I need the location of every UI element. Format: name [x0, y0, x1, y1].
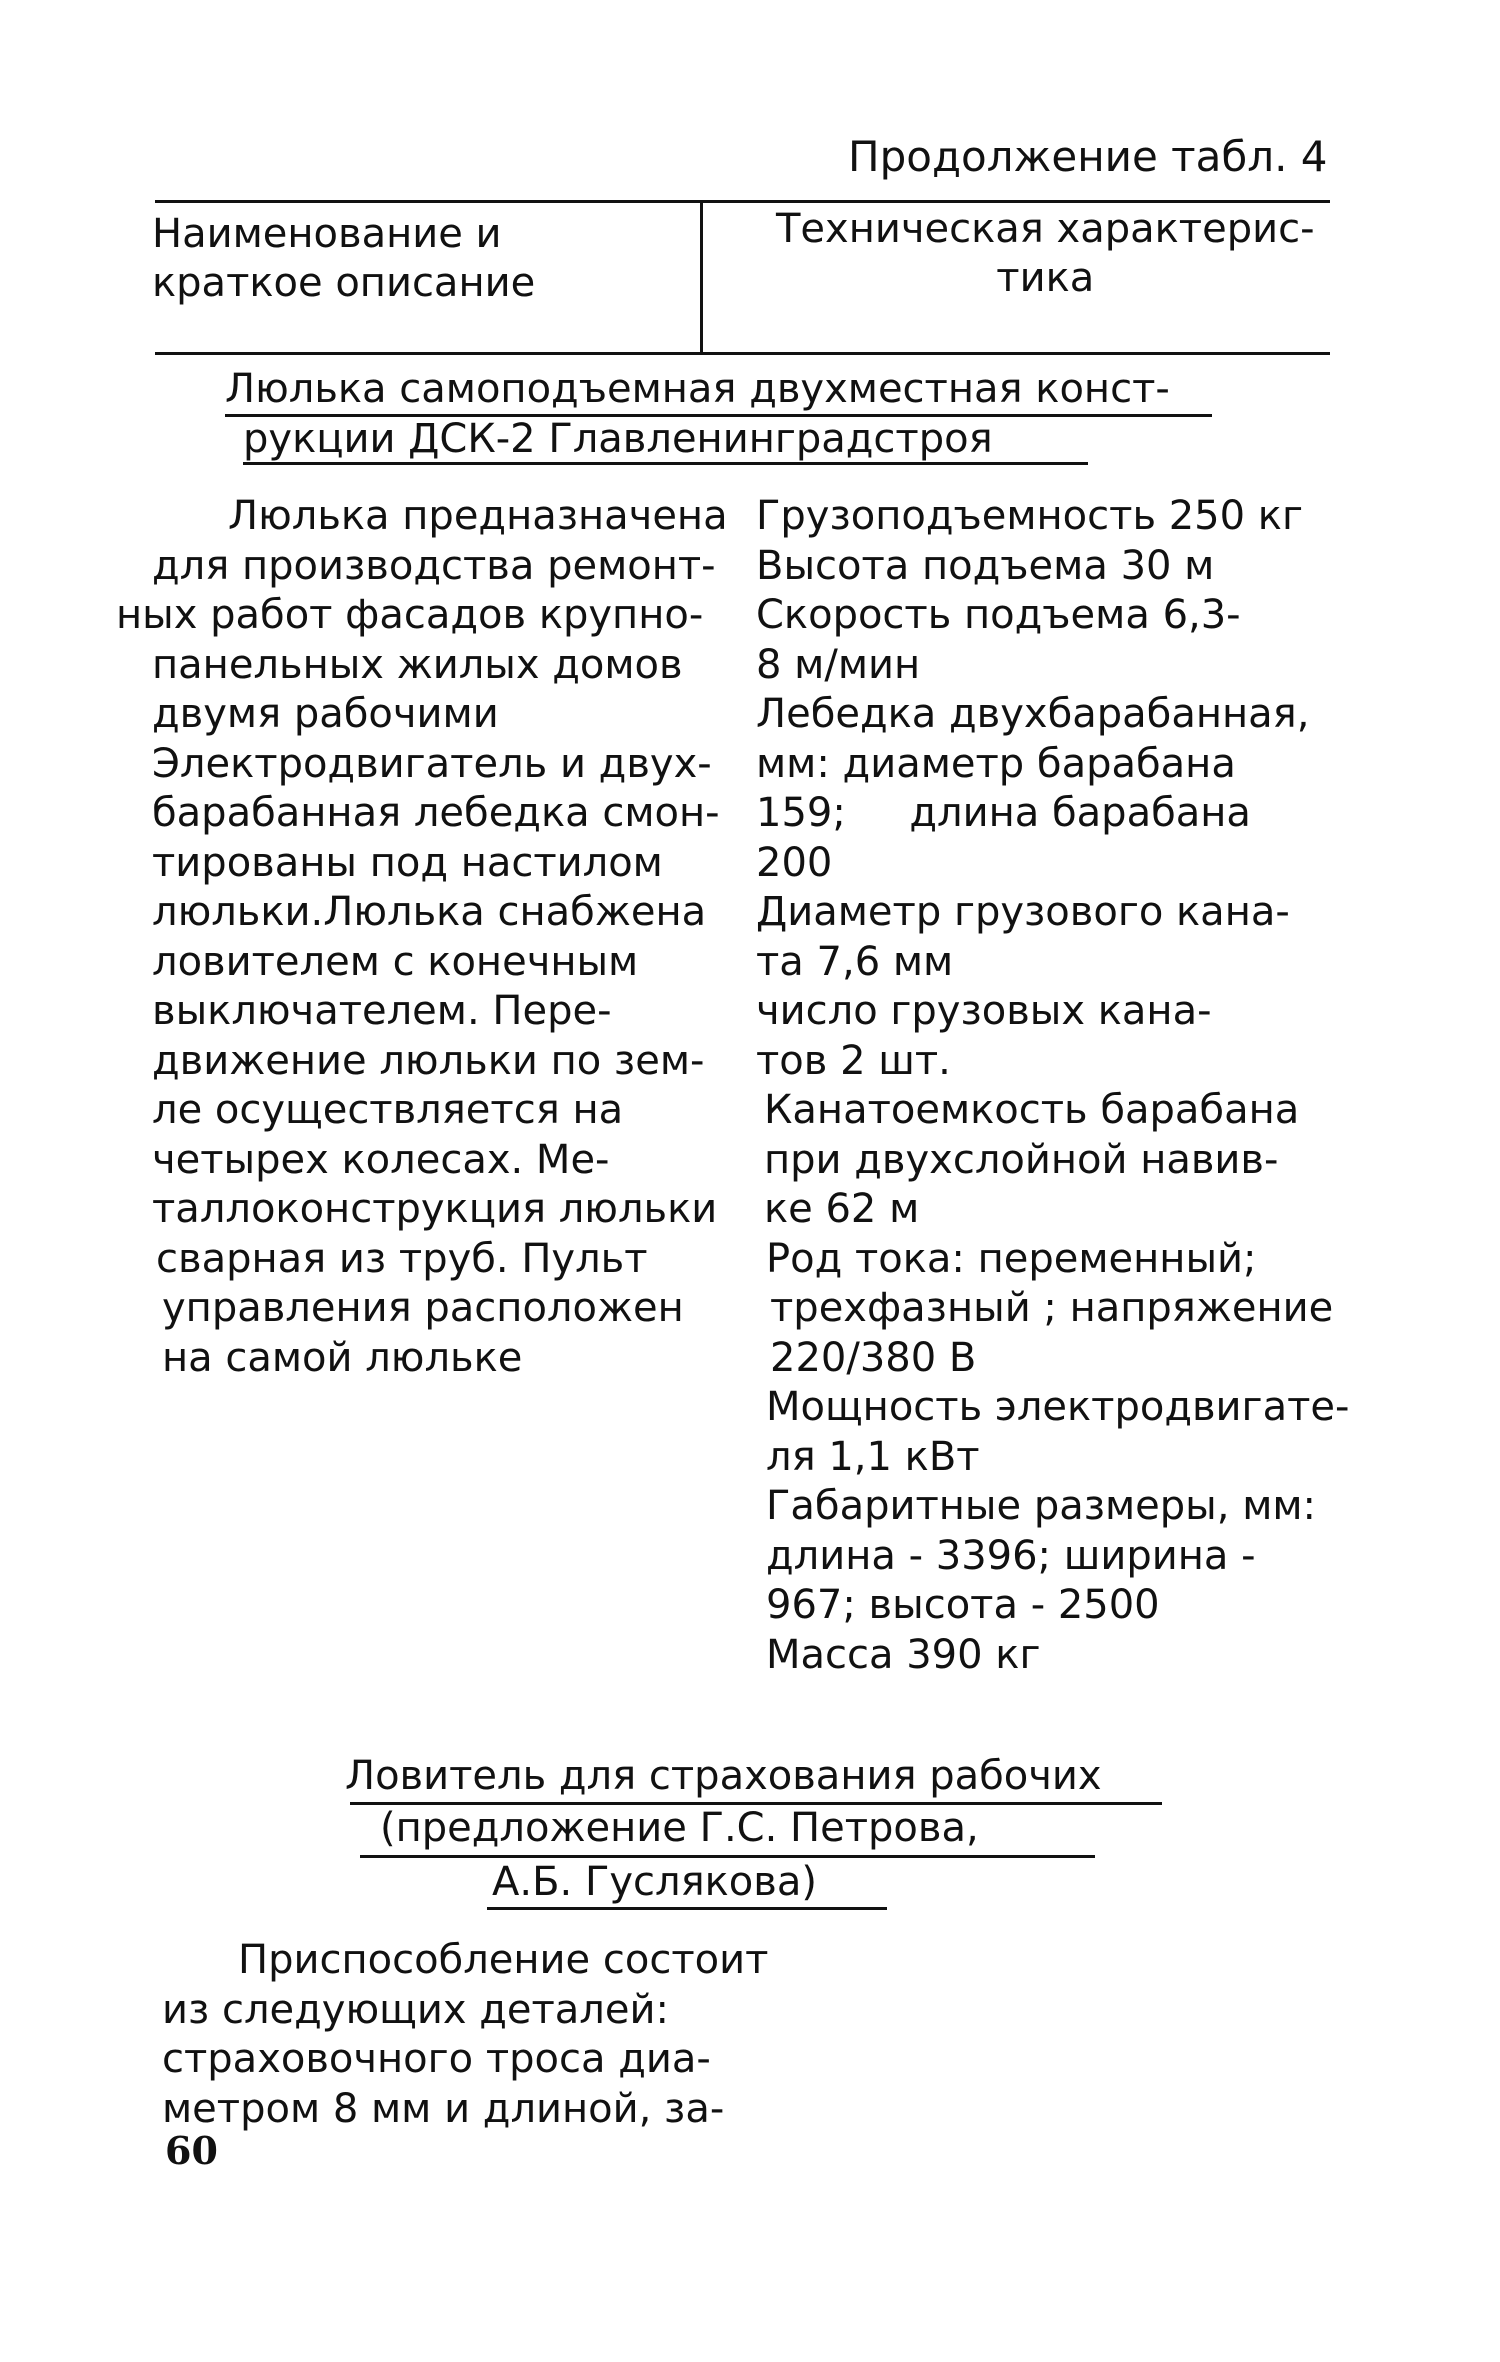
table-header-divider: [700, 200, 703, 352]
section1-title-line2: рукции ДСК-2 Главленинградстроя: [243, 416, 993, 462]
section1-title-line1: Люлька самоподъемная двухместная конст-: [225, 366, 1170, 412]
table-top-rule: [155, 200, 1330, 203]
section2-title-underline3: [487, 1907, 887, 1910]
section1-description: Люлька предназначена для производства ремонт- ных работ фасадов крупно- панельных жилых домов двумя рабочими Электродвигатель и двух- барабанная лебедка смон- тированы под настилом люльки.Люлька снабжена ловителем с конечным выключателем. Пере- движение люльки по зем- ле осуществляется на четырех колесах. Ме- таллоконструкция люльки сварная из труб. Пульт управления расположен на самой люльке: [116, 493, 728, 1381]
header-name-column: Наименование и краткое описание: [152, 211, 536, 306]
page-number: 60: [165, 2128, 218, 2173]
section2-description: Приспособление состоит из следующих деталей: страховочного троса диа- метром 8 мм и длиной, за-: [162, 1937, 769, 2132]
section2-title-underline2: [360, 1855, 1095, 1858]
header-spec-column: Техническая характерис- тика: [776, 206, 1315, 301]
section1-title-underline2: [243, 462, 1088, 465]
section2-title-line1: Ловитель для страхования рабочих: [345, 1753, 1102, 1799]
table-header-bottom-rule: [155, 352, 1330, 355]
section1-specifications: Грузоподъемность 250 кг Высота подъема 30 м Скорость подъема 6,3- 8 м/мин Лебедка двухбарабанная, мм: диаметр барабана 159; длина барабана 200 Диаметр грузового кана- та 7,6 мм число грузовых кана- тов 2 шт. Канатоемкость барабана при двухслойной навив- ке 62 м Род тока: переменный; трехфазный ; напряжение 220/380 В Мощность электродвигате- ля 1,1 кВт Габаритные размеры, мм: длина - 3396; ширина - 967; высота - 2500 Масса 390 кг: [756, 493, 1350, 1678]
table-continuation-caption: Продолжение табл. 4: [848, 132, 1328, 181]
section2-title-line2: (предложение Г.С. Петрова,: [380, 1805, 979, 1851]
section2-title-line3: А.Б. Гуслякова): [492, 1859, 817, 1905]
